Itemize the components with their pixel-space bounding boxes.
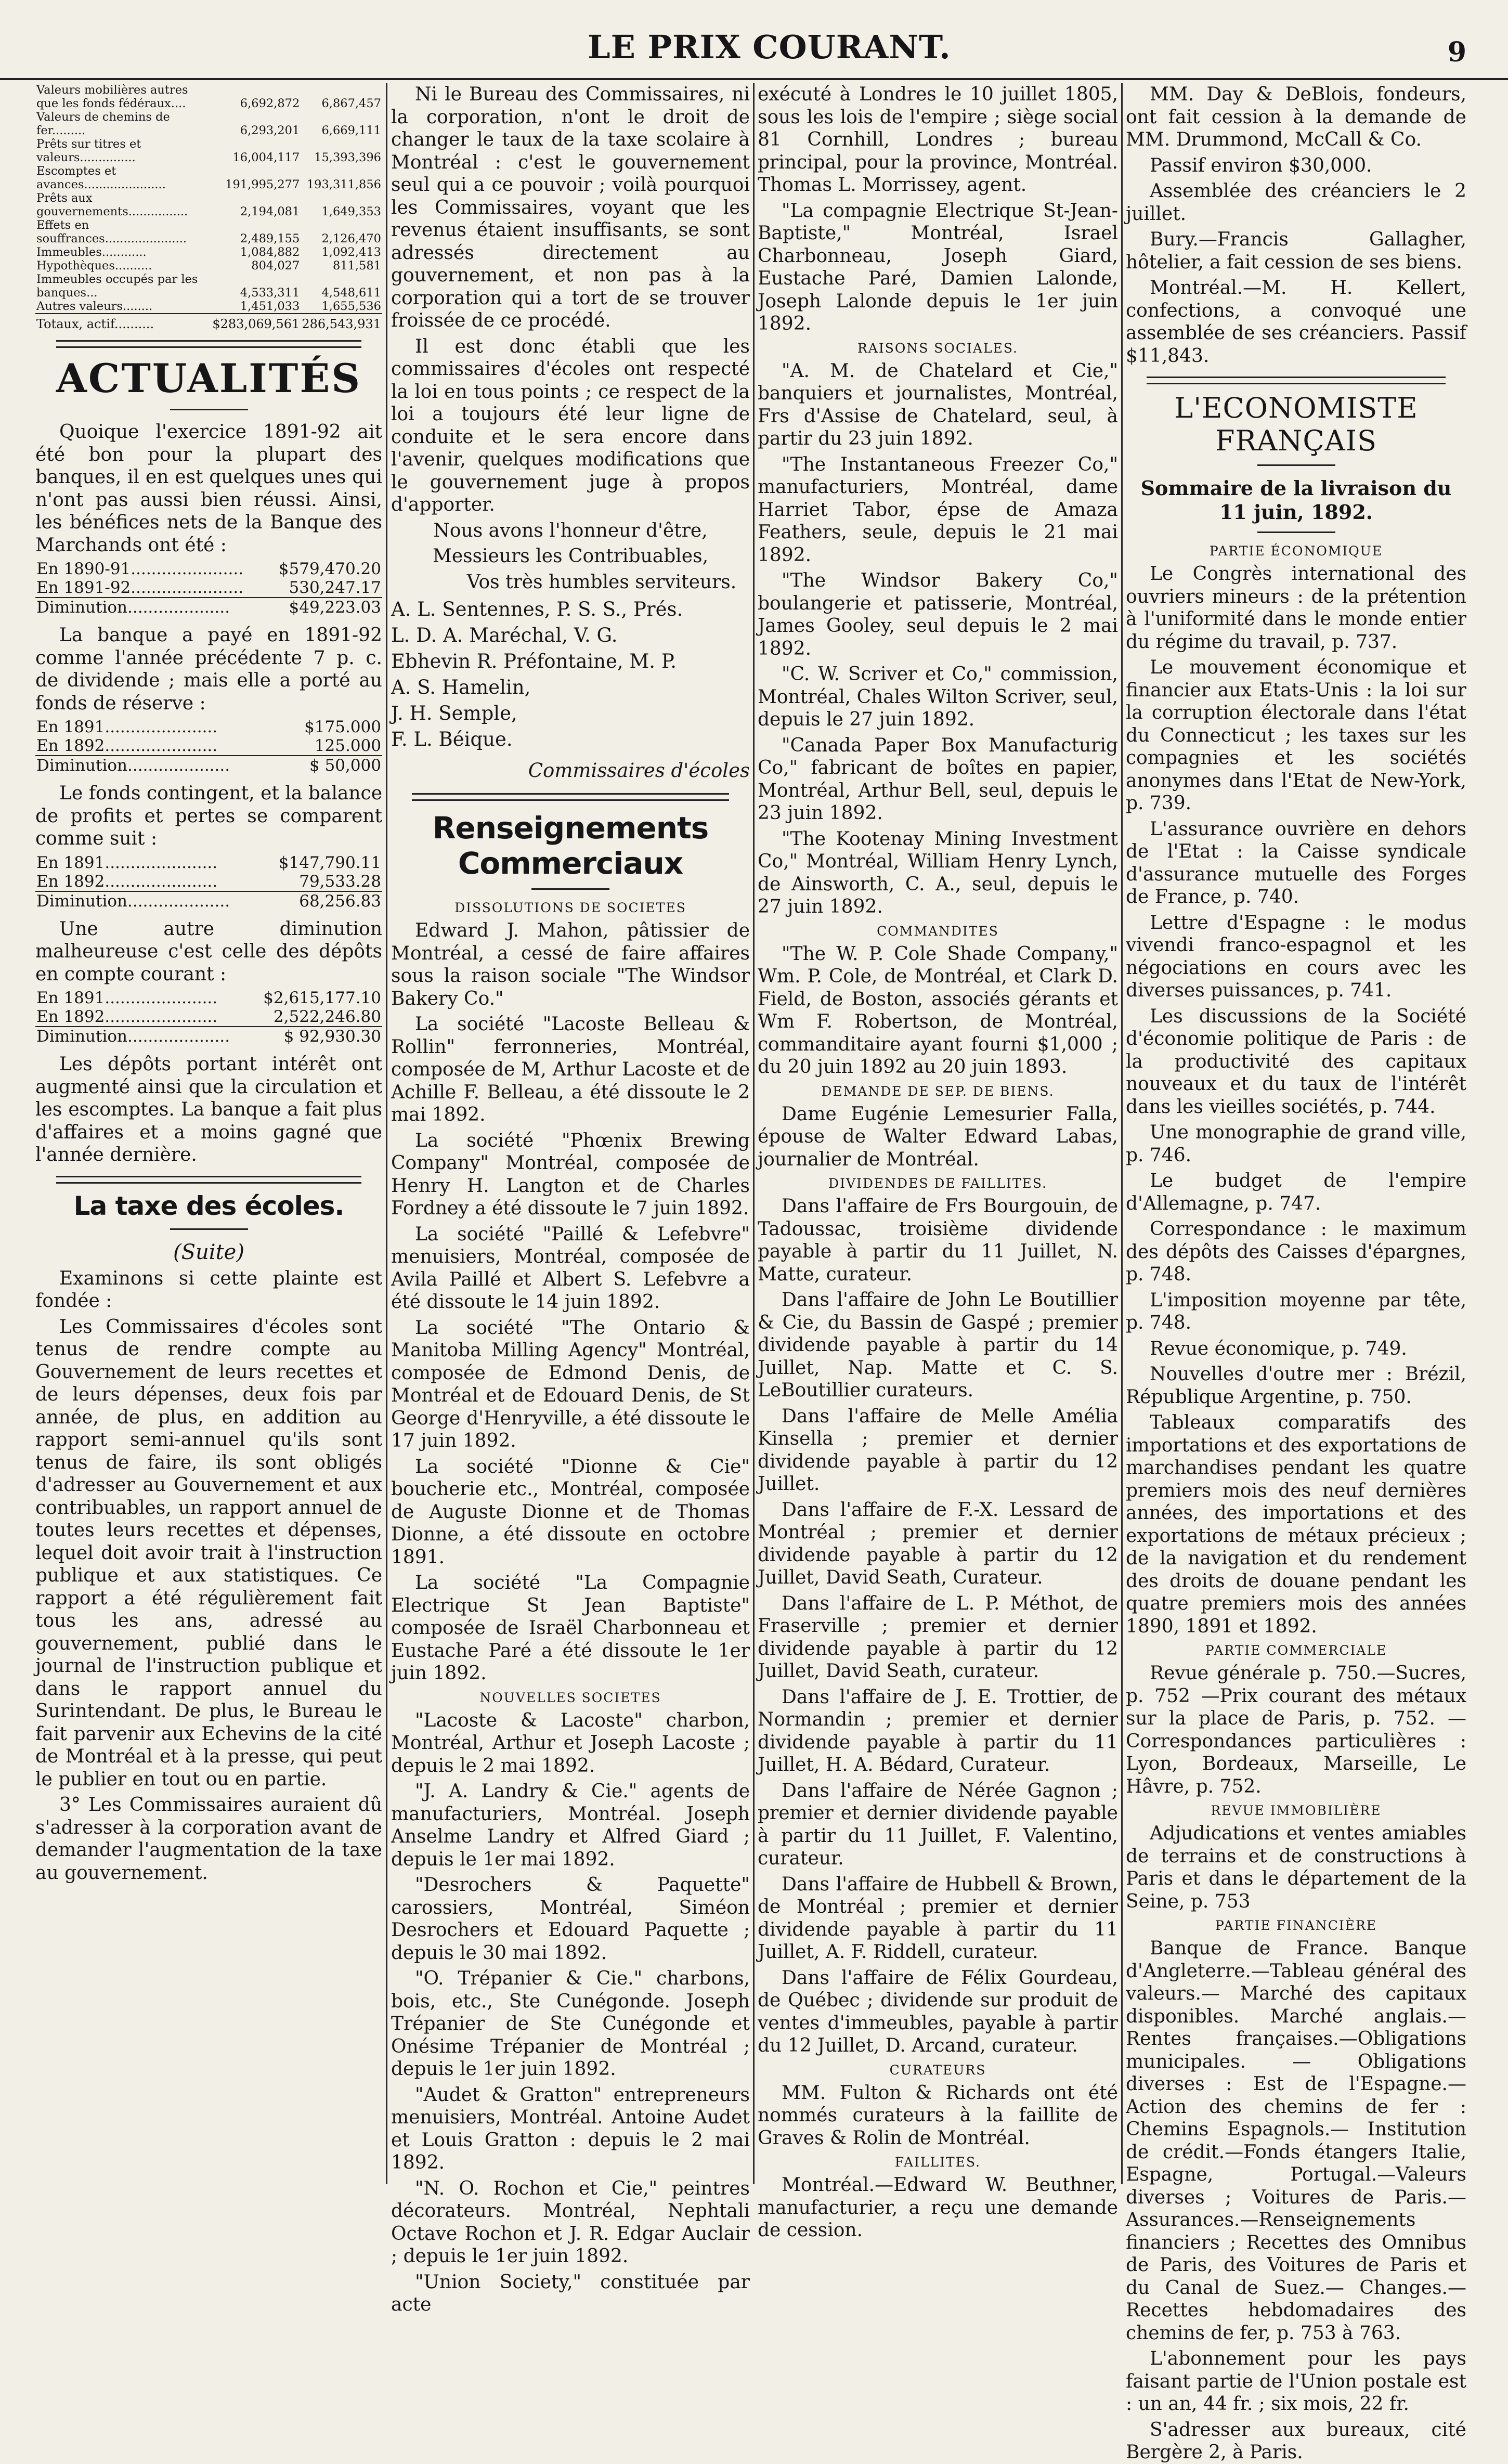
paragraph: La société "Paillé & Lefebvre" menuisiers, Montréal, composée de Avila Paillé et Albert S. Lefebvre a été dissoute le 14 juin 1892. (391, 1223, 750, 1313)
value-1892: 1,092,413 (321, 245, 381, 259)
paragraph: Adjudications et ventes amiables de terrains et de constructions à Paris et dans le département de la Seine, p. 753 (1126, 1823, 1466, 1912)
paragraph: Tableaux comparatifs des importations et des exportations de marchandises pendant les quatre premiers mois des neuf dernières années, des importations et des exportations de métaux précieux ; de la navigation et du rendement des droits de douane pendant les quatre premiers mois des années 1890, 1891 et 1892. (1126, 1412, 1466, 1637)
row-label: En 1892...................... (36, 736, 218, 755)
row-label: Autres valeurs........ (36, 300, 153, 313)
section-label: DIVIDENDES DE FAILLITES. (828, 1176, 1047, 1191)
row-value: $175.000 (304, 718, 381, 736)
heading-rule (170, 1228, 248, 1230)
section-label: PARTIE COMMERCIALE (1205, 1643, 1387, 1658)
reserve-table (35, 718, 382, 775)
row-label: Valeurs de chemins de fer......... (36, 110, 170, 137)
row-label: Diminution.................... (35, 1027, 250, 1046)
taxe-ecoles-heading: La taxe des écoles. (73, 1190, 344, 1221)
paragraph: "Desrochers & Paquette" carossiers, Montréal, Siméon Desrochers et Edouard Paquette ; depuis le 30 mai 1892. (391, 1874, 750, 1964)
paragraph: MM. Fulton & Richards ont été nommés curateurs à la faillite de Graves & Rolin de Montréal. (758, 2082, 1118, 2149)
value-1892: 6,867,457 (321, 97, 381, 110)
paragraph: Edward J. Mahon, pâtissier de Montréal, a cessé de faire affaires sous la raison sociale "The Windsor Bakery Co." (391, 920, 750, 1009)
row-label: Diminution.................... (35, 598, 267, 617)
paragraph: Banque de France. Banque d'Angleterre.—Tableau général des valeurs.— Marché des capitaux disponibles. Marché anglais.—Rentes françaises.—Obligations municipales. — Obligations diverses : Est de l'Espagne.—Action des chemins de fer : Chemins Espagnols.— Institution de crédit.—Fonds étangers Italie, Espagne, Portugal.—Valeurs diverses ; Voitures de Paris.—Assurances.—Renseignements financiers ; Recettes des Omnibus de Paris, des Voitures de Paris et du Canal de Suez.— Changes.—Recettes hebdomadaires des chemins de fer, p. 753 à 763. (1126, 1938, 1466, 2344)
paragraph: Dame Eugénie Lemesurier Falla, épouse de Walter Edward Labas, journalier de Montréal. (758, 1103, 1118, 1170)
paragraph: Dans l'affaire de Nérée Gagnon ; premier et dernier dividende payable à partir du 11 Juillet, F. Valentino, curateur. (758, 1780, 1118, 1869)
column-2 (391, 83, 750, 2315)
paragraph: "The W. P. Cole Shade Company," Wm. P. Cole, de Montréal, et Clark D. Field, de Boston, associés gérants et Wm F. Robertson, de Montréal, commanditaire ayant fourni $1,000 ; du 20 juin 1892 au 20 juin 1893. (758, 943, 1118, 1078)
value-1892: 811,581 (332, 259, 381, 273)
paragraph: Les discussions de la Société d'économie politique de Paris : de la productivité des capitaux nouveaux et du taux de l'intérêt dans les vieilles sociétés, p. 744. (1126, 1005, 1466, 1118)
economiste-heading: L'ECONOMISTE FRANÇAIS (1174, 392, 1418, 457)
value-1891: 1,451,033 (240, 300, 300, 313)
paragraph: "Canada Paper Box Manufacturig Co," fabricant de boîtes en papier, Montréal, Arthur Bell, seul, depuis le 23 juin 1892. (758, 734, 1118, 824)
paragraph: Ni le Bureau des Commissaires, ni la corporation, n'ont le droit de changer le taux de la taxe scolaire à Montréal : c'est le gouvernement seul qui a ce pouvoir ; voilà pourquoi les Commissaires, voyant que les revenus étaient insuffisants, se sont adressés directement au gouvernement, et non pas à la corporation qui a tort de se trouver froissée de ce procédé. (391, 84, 750, 331)
value-1891: 804,027 (251, 259, 300, 273)
paragraph: Revue générale p. 750.—Sucres, p. 752 —Prix courant des métaux sur la place de Paris, p. 752. —Correspondances particulières : Lyon, Bordeaux, Marseille, Le Hâvre, p. 752. (1126, 1663, 1466, 1797)
row-label: En 1892...................... (36, 1007, 218, 1026)
paragraph: Nouvelles d'outre mer : Brézil, République Argentine, p. 750. (1126, 1364, 1466, 1408)
value-1891: 2,194,081 (240, 205, 300, 218)
row-label: En 1891-92...................... (36, 578, 244, 597)
section-divider (1147, 377, 1446, 384)
paragraph: L'abonnement pour les pays faisant partie de l'Union postale est : un an, 44 fr. ; six mois, 22 fr. (1126, 2348, 1466, 2415)
paragraph: Montréal.—Edward W. Beuthner, manufacturier, a reçu une demande de cession. (758, 2174, 1118, 2241)
paragraph: L'imposition moyenne par tête, p. 748. (1126, 1289, 1466, 1333)
row-label: Effets en souffrances...................... (36, 218, 187, 245)
value-1892: 193,311,856 (306, 178, 381, 191)
table-row (35, 191, 382, 218)
paragraph: Le Congrès international des ouvriers mineurs : de la prétention à l'uniformité dans le monde entier du régime du travail, p. 737. (1126, 563, 1466, 653)
row-value: 68,256.83 (262, 891, 382, 911)
paragraph: MM. Day & DeBlois, fondeurs, ont fait cession à la demande de MM. Drummond, McCall & Co. (1126, 84, 1466, 150)
closing-line: Vos très humbles serviteurs. (466, 571, 737, 593)
row-label: En 1891...................... (36, 718, 218, 736)
row-value: $ 50,000 (282, 756, 382, 775)
table-row (35, 245, 382, 259)
actualites-heading: ACTUALITÉS (56, 355, 362, 401)
column-1 (35, 83, 382, 2195)
paragraph: La société "Lacoste Belleau & Rollin" ferronneries, Montréal, composée de M, Arthur Lacoste et de Achille F. Belleau, a été dissoute le 2 mai 1892. (391, 1014, 750, 1125)
paragraph: Dans l'affaire de F.-X. Lessard de Montréal ; premier et dernier dividende payable à partir du 12 Juillet, David Seath, Curateur. (758, 1499, 1118, 1588)
paragraph: Le mouvement économique et financier aux Etats-Unis : la loi sur la corruption électorale dans l'état du Connecticut ; les taxes sur les compagnies et les sociétés anonymes dans l'Etat de New-York, p. 739. (1126, 657, 1466, 814)
paragraph: Bury.—Francis Gallagher, hôtelier, a fait cession de ses biens. (1126, 229, 1466, 273)
row-value: $2,615,177.10 (263, 989, 381, 1007)
table-row (35, 110, 382, 137)
table-row (35, 273, 382, 300)
section-label: NOUVELLES SOCIETES (479, 1690, 661, 1705)
paragraph: Correspondance : le maximum des dépôts des Caisses d'épargnes, p. 748. (1126, 1218, 1466, 1285)
value-1891: 6,293,201 (240, 124, 300, 137)
table-row (35, 137, 382, 164)
signature-role: Commissaires d'écoles (528, 759, 750, 782)
paragraph: La société "The Ontario & Manitoba Milling Agency" Montréal, composée de Edmond Denis, de Montréal et de Edouard Denis, de St George d'Henryville, a été dissoute le 17 juin 1892. (391, 1317, 750, 1451)
paragraph: La société "Dionne & Cie" boucherie etc., Montréal, composée de Auguste Dionne et de Thomas Dionne, a été dissoute en octobre 1891. (391, 1456, 750, 1568)
row-label: Hypothèques.......... (36, 259, 152, 273)
paragraph: Dans l'affaire de J. E. Trottier, de Normandin ; premier et dernier dividende payable à partir du 11 Juillet, H. A. Bédard, Curateur. (758, 1686, 1118, 1775)
row-label: Escomptes et avances...................... (36, 164, 166, 191)
running-title: LE PRIX COURANT. (588, 28, 951, 66)
paragraph: "Union Society," constituée par acte (391, 2271, 750, 2315)
signature: A. S. Hamelin, (391, 676, 531, 698)
row-value: $147,790.11 (278, 853, 381, 872)
paragraph: Il est donc établi que les commissaires d'écoles ont respecté la loi en tous points ; ce respect de la loi a toujours été leur ligne de conduite et le sera encore dans l'avenir, quelques modifications que le gouvernement juge à propos d'apporter. (391, 335, 750, 515)
total-1892: 286,543,931 (301, 314, 382, 331)
section-label: DISSOLUTIONS DE SOCIETES (454, 900, 686, 915)
column-rule (1121, 83, 1123, 2184)
value-1892: 1,655,536 (321, 300, 381, 313)
table-row (35, 164, 382, 191)
paragraph: Le fonds contingent, et la balance de profits et pertes se comparent comme suit : (35, 783, 382, 849)
paragraph: "La compagnie Electrique St-Jean-Baptiste," Montréal, Israel Charbonneau, Joseph Giard, Eustache Paré, Damien Lalonde, Joseph Lalonde depuis le 1er juin 1892. (758, 200, 1118, 334)
row-label: En 1891...................... (36, 989, 218, 1007)
row-value: 125.000 (314, 736, 381, 755)
signature: J. H. Semple, (391, 702, 517, 724)
renseignements-heading: Renseignements Commerciaux (432, 810, 709, 881)
page-header (0, 0, 1508, 80)
paragraph: "Lacoste & Lacoste" charbon, Montréal, Arthur et Joseph Lacoste ; depuis le 2 mai 1892. (391, 1709, 750, 1776)
signature: A. L. Sentennes, P. S. S., Prés. (391, 598, 683, 620)
section-divider (56, 1176, 361, 1184)
section-label: FAILLITES. (894, 2155, 981, 2170)
paragraph: Dans l'affaire de Melle Amélia Kinsella ; premier et dernier dividende payable à partir du 12 Juillet. (758, 1405, 1118, 1495)
page-number: 9 (1447, 36, 1466, 68)
section-label: PARTIE FINANCIÈRE (1215, 1918, 1377, 1933)
row-value: $579,470.20 (278, 560, 381, 578)
table-row (35, 83, 382, 110)
totals-row (35, 314, 382, 331)
row-value: $ 92,930.30 (250, 1027, 382, 1046)
deposits-table (35, 989, 382, 1046)
row-label: Diminution.................... (35, 756, 282, 775)
value-1891: 16,004,117 (232, 151, 300, 164)
row-label: Valeurs mobilières autres que les fonds fédéraux.... (36, 83, 188, 110)
section-divider (412, 793, 729, 801)
value-1891: 4,533,311 (240, 286, 300, 300)
signature: F. L. Béique. (391, 728, 513, 750)
paragraph: La société "La Compagnie Electrique St Jean Baptiste" composée de Israël Charbonneau et Eustache Paré a été dissoute le 1er juin 1892. (391, 1572, 750, 1684)
paragraph: "J. A. Landry & Cie." agents de manufacturiers, Montréal. Joseph Anselme Landry et Alfred Giard ; depuis le 1er mai 1892. (391, 1781, 750, 1870)
closing-line: Messieurs les Contribuables, (432, 546, 709, 567)
paragraph: "Audet & Gratton" entrepreneurs menuisiers, Montréal. Antoine Audet et Louis Gratton : depuis le 2 mai 1892. (391, 2084, 750, 2173)
closing-line: Nous avons l'honneur d'être, (433, 520, 708, 541)
paragraph: Assemblée des créanciers le 2 juillet. (1126, 180, 1466, 225)
paragraph: Dans l'affaire de John Le Boutillier & Cie, du Bassin de Gaspé ; premier dividende payable à partir du 14 Juillet, Nap. Matte et C. S. LeBoutillier curateurs. (758, 1289, 1118, 1401)
value-1891: 191,995,277 (225, 178, 300, 191)
bank-assets-table (35, 83, 382, 331)
paragraph: "The Kootenay Mining Investment Co," Montréal, William Henry Lynch, de Ainsworth, C. A., seul, depuis le 27 juin 1892. (758, 828, 1118, 917)
benefits-table (35, 560, 382, 617)
row-label: En 1892...................... (36, 872, 218, 891)
row-label: Immeubles............ (36, 245, 147, 259)
column-4 (1126, 83, 1466, 2463)
signature: L. D. A. Maréchal, V. G. (391, 624, 618, 646)
table-row (35, 218, 382, 245)
table-row (35, 300, 382, 314)
paragraph: La banque a payé en 1891-92 comme l'année précédente 7 p. c. de dividende ; mais elle a porté au fonds de réserve : (35, 625, 382, 714)
paragraph: Passif environ $30,000. (1150, 154, 1372, 176)
column-rule (386, 83, 387, 2184)
row-label: Prêts sur titres et valeurs............... (36, 137, 141, 164)
value-1892: 4,548,611 (321, 286, 381, 300)
section-divider (56, 340, 361, 348)
contingent-table (35, 853, 382, 911)
row-label: En 1891...................... (36, 853, 218, 872)
row-label: Immeubles occupés par les banques... (36, 273, 198, 300)
row-label: Totaux, actif.......... (35, 314, 211, 331)
paragraph: Les dépôts portant intérêt ont augmenté ainsi que la circulation et les escomptes. La banque a fait plus d'affaires et a moins gagné que l'année dernière. (35, 1054, 382, 1165)
paragraph: "The Windsor Bakery Co," boulangerie et patisserie, Montréal, James Gooley, seul depuis le 2 mai 1892. (758, 570, 1118, 659)
paragraph: Examinons si cette plainte est fondée : (35, 1267, 382, 1312)
section-label: DEMANDE DE SEP. DE BIENS. (821, 1083, 1055, 1099)
paragraph: Revue économique, p. 749. (1150, 1338, 1407, 1359)
heading-rule (1257, 464, 1335, 466)
section-label: PARTIE ÉCONOMIQUE (1209, 543, 1383, 559)
paragraph: "C. W. Scriver et Co," commission, Montréal, Chales Wilton Scriver, seul, depuis le 27 juin 1892. (758, 664, 1118, 730)
row-label: En 1890-91...................... (36, 560, 244, 578)
paragraph: "O. Trépanier & Cie." charbons, bois, etc., Ste Cunégonde. Joseph Trépanier de Ste Cunégonde et Onésime Trépanier de Montréal ; depuis le 1er juin 1892. (391, 1968, 750, 2080)
value-1891: 2,489,155 (240, 232, 300, 245)
paragraph: Dans l'affaire de Frs Bourgouin, de Tadoussac, troisième dividende payable à partir du 11 Juillet, N. Matte, curateur. (758, 1196, 1118, 1285)
paragraph: Quoique l'exercice 1891-92 ait été bon pour la plupart des banques, il en est quelques unes qui n'ont pas aussi bien réussi. Ainsi, les bénéfices nets de la Banque des Marchands ont été : (35, 421, 382, 556)
section-label: REVUE IMMOBILIÈRE (1211, 1803, 1382, 1818)
paragraph: Montréal.—M. H. Kellert, confections, a convoqué une assemblée de ses créanciers. Passif $11,843. (1126, 277, 1466, 367)
sommaire-heading: Sommaire de la livraison du 11 juin, 1892. (1140, 476, 1452, 524)
paragraph: 3° Les Commissaires auraient dû s'adresser à la corporation avant de demander l'augmentation de la taxe au gouvernement. (35, 1794, 382, 1884)
paragraph: Les Commissaires d'écoles sont tenus de rendre compte au Gouvernement de leurs recettes et de leurs dépenses, deux fois par année, de plus, en addition au rapport semi-annuel qu'ils sont tenus de faire, ils sont obligés d'adresser au Gouvernement et aux contribuables, un rapport annuel de toutes leurs recettes et dépenses, lequel doit avoir trait à l'instruction publique et aux statistiques. Ce rapport a été régulièrement fait tous les ans, adressé au gouvernement, publié dans le journal de l'instruction publique et dans le rapport annuel du Surintendant. De plus, le Bureau le fait parvenir aux Echevins de la cité de Montréal et à la presse, qui peut le publier en tout ou en partie. (35, 1316, 382, 1790)
suite-label: (Suite) (173, 1240, 244, 1264)
paragraph: Dans l'affaire de Félix Gourdeau, de Québec ; dividende sur produit de ventes d'immeubles, payable à partir du 12 Juillet, D. Arcand, curateur. (758, 1967, 1118, 2056)
value-1892: 1,649,353 (321, 205, 381, 218)
column-3 (758, 83, 1118, 2241)
total-1891: $283,069,561 (211, 314, 301, 331)
paragraph: Le budget de l'empire d'Allemagne, p. 747. (1126, 1170, 1466, 1214)
column-rule (753, 83, 755, 2184)
signature: Ebhevin R. Préfontaine, M. P. (391, 650, 677, 672)
table-row (35, 259, 382, 273)
row-label: Diminution.................... (35, 891, 262, 911)
row-value: 530,247.17 (289, 578, 381, 597)
value-1892: 15,393,396 (314, 151, 381, 164)
heading-rule (170, 409, 248, 410)
row-value: 79,533.28 (299, 872, 381, 891)
paragraph: "N. O. Rochon et Cie," peintres décorateurs. Montréal, Nephtali Octave Rochon et J. R. Edgar Auclair ; depuis le 1er juin 1892. (391, 2177, 750, 2267)
paragraph: "A. M. de Chatelard et Cie," banquiers et journalistes, Montréal, Frs d'Assise de Chatelard, seul, à partir du 23 juin 1892. (758, 360, 1118, 449)
paragraph: L'assurance ouvrière en dehors de l'Etat : la Caisse syndicale d'assurance mutuelle des Forges de France, p. 740. (1126, 818, 1466, 907)
value-1891: 6,692,872 (240, 97, 300, 110)
paragraph: exécuté à Londres le 10 juillet 1805, sous les lois de l'empire ; siège social 81 Cornhill, Londres ; bureau principal, pour la province, Montréal. Thomas L. Morrissey, agent. (758, 84, 1118, 196)
value-1891: 1,084,882 (240, 245, 300, 259)
paragraph: Une autre diminution malheureuse c'est celle des dépôts en compte courant : (35, 918, 382, 985)
section-label: COMMANDITES (877, 923, 999, 939)
row-label: Prêts aux gouvernements................ (36, 191, 188, 218)
section-label: CURATEURS (889, 2062, 986, 2078)
heading-rule (1257, 531, 1335, 533)
section-label: RAISONS SOCIALES. (857, 340, 1019, 356)
value-1892: 6,669,111 (321, 124, 381, 137)
paragraph: Lettre d'Espagne : le modus vivendi franco-espagnol et les négociations en cours avec les diverses puissances, p. 741. (1126, 912, 1466, 1001)
row-value: $49,223.03 (267, 598, 382, 617)
paragraph: S'adresser aux bureaux, cité Bergère 2, à Paris. (1126, 2419, 1466, 2463)
paragraph: "The Instantaneous Freezer Co," manufacturiers, Montréal, dame Harriet Tabor, épse de Amaza Feathers, seule, depuis le 21 mai 1892. (758, 453, 1118, 566)
paragraph: Une monographie de grand ville, p. 746. (1126, 1122, 1466, 1166)
paragraph: Dans l'affaire de L. P. Méthot, de Fraserville ; premier et dernier dividende payable à partir du 12 Juillet, David Seath, curateur. (758, 1592, 1118, 1682)
heading-rule (531, 888, 609, 890)
row-value: 2,522,246.80 (273, 1007, 381, 1026)
value-1892: 2,126,470 (321, 232, 381, 245)
paragraph: La société "Phœnix Brewing Company" Montréal, composée de Henry H. Langton et de Charles Fordney a été dissoute le 7 juin 1892. (391, 1130, 750, 1219)
paragraph: Dans l'affaire de Hubbell & Brown, de Montréal ; premier et dernier dividende payable à partir du 11 Juillet, A. F. Riddell, curateur. (758, 1873, 1118, 1963)
